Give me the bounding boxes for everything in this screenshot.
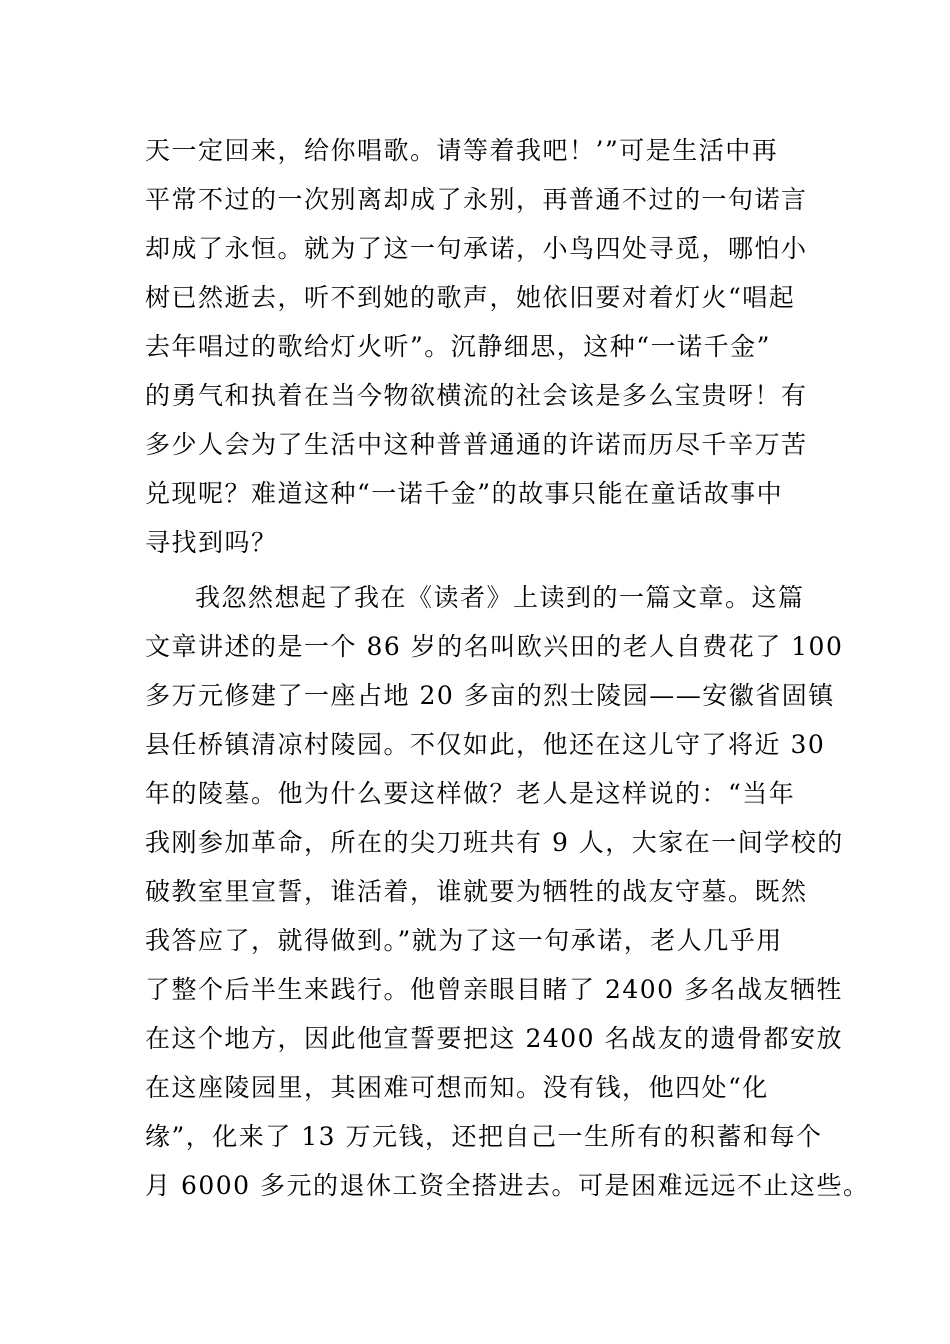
text-line: 年的陵墓。他为什么要这样做？老人是这样说的：“当年 [145,779,796,808]
text-line: 在这个地方，因此他宣誓要把这 2400 名战友的遗骨都安放 [145,1024,844,1053]
text-line: 了整个后半生来践行。他曾亲眼目睹了 2400 多名战友牺牲 [145,975,844,1004]
text-line: 破教室里宣誓，谁活着，谁就要为牺牲的战友守墓。既然 [145,877,808,906]
text-line: 去年唱过的歌给灯火听”。沉静细思，这种“一诺千金” [145,332,771,361]
text-line: 我刚参加革命，所在的尖刀班共有 9 人，大家在一间学校的 [145,828,844,857]
text-line: 的勇气和执着在当今物欲横流的社会该是多么宝贵呀！有 [145,381,808,410]
text-line: 兑现呢？难道这种“一诺千金”的故事只能在童话故事中 [145,479,784,508]
text-line: 缘”，化来了 13 万元钱，还把自己一生所有的积蓄和每个 [145,1122,823,1151]
text-line: 树已然逝去，听不到她的歌声，她依旧要对着灯火“唱起 [145,283,796,312]
text-line: 平常不过的一次别离却成了永别，再普通不过的一句诺言 [145,185,808,214]
text-line: 多万元修建了一座占地 20 多亩的烈士陵园——安徽省固镇 [145,681,835,710]
text-line: 寻找到吗？ [145,528,278,557]
text-line: 天一定回来，给你唱歌。请等着我吧！’”可是生活中再 [145,136,779,165]
text-line: 我答应了，就得做到。”就为了这一句承诺，老人几乎用 [145,926,783,955]
text-line: 多少人会为了生活中这种普普通通的许诺而历尽千辛万苦 [145,430,808,459]
text-line: 月 6000 多元的退休工资全搭进去。可是困难远远不止这些。 [145,1171,870,1200]
text-line: 县任桥镇清凉村陵园。不仅如此，他还在这儿守了将近 30 [145,730,826,759]
text-line: 文章讲述的是一个 86 岁的名叫欧兴田的老人自费花了 100 [145,632,844,661]
text-line: 在这座陵园里，其困难可想而知。没有钱，他四处“化 [145,1073,769,1102]
paragraph-first-line: 我忽然想起了我在《读者》上读到的一篇文章。这篇 [195,583,805,612]
text-line: 却成了永恒。就为了这一句承诺，小鸟四处寻觅，哪怕小 [145,234,808,263]
